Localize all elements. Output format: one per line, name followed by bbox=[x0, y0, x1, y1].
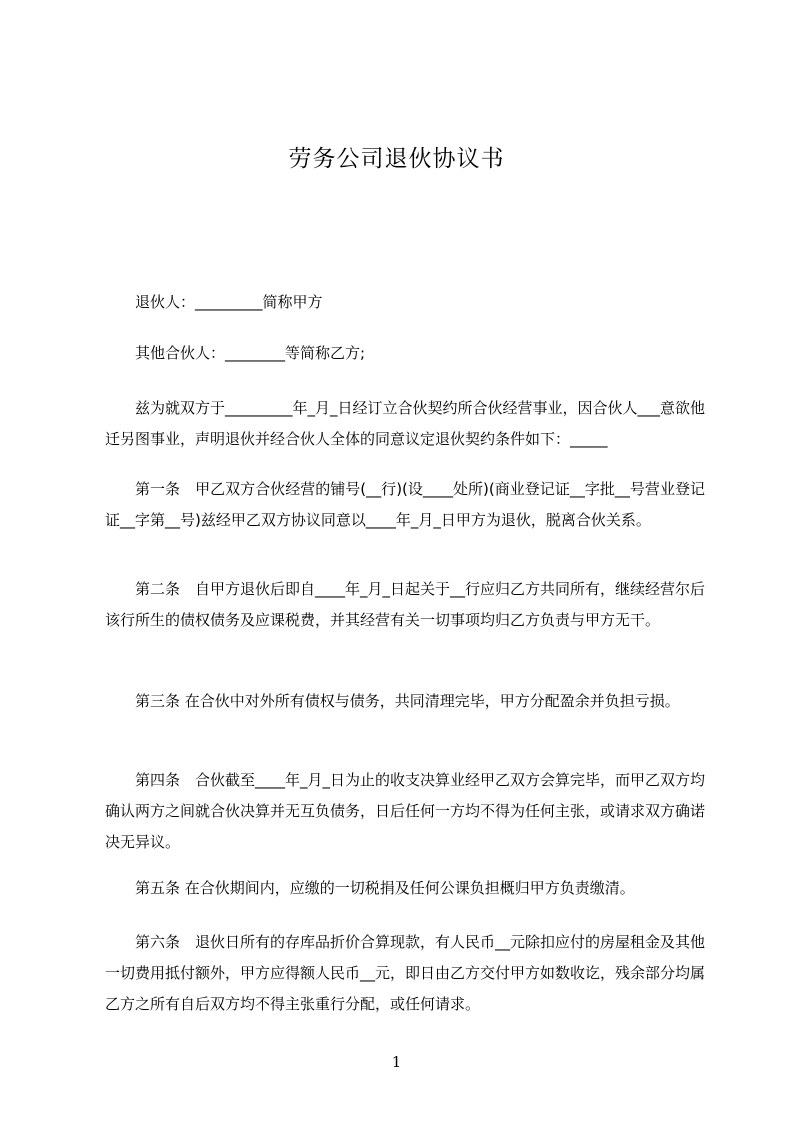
paragraph-withdrawing-partner: 退伙人：_________简称甲方 bbox=[135, 293, 323, 311]
paragraph-preamble: 兹为就双方于_________年_月_日经订立合伙契约所合伙经营事业，因合伙人___意欲他迁另图事业，声明退伙并经合伙人全体的同意议定退伙契约条件如下：_____ bbox=[105, 399, 706, 448]
paragraph-article-1: 第一条 甲乙双方合伙经营的铺号(__行)(设____处所)(商业登记证__字批__号营业登记证__字第__号)兹经甲乙双方协议同意以____年_月_日甲方为退伙，脱离合伙关系。 bbox=[105, 480, 705, 529]
paragraph-article-2: 第二条 自甲方退伙后即自____年_月_日起关于__行应归乙方共同所有，继续经营尔后该行所生的债权债务及应课税费，并其经营有关一切事项均归乙方负责与甲方无干。 bbox=[105, 580, 706, 629]
paragraph-article-5: 第五条 在合伙期间内，应缴的一切税捐及任何公课负担概归甲方负责缴清。 bbox=[135, 879, 635, 897]
paragraph-article-6: 第六条 退伙日所有的存库品折价合算现款，有人民币__元除扣应付的房屋租金及其他一切费用抵付额外，甲方应得额人民币__元，即日由乙方交付甲方如数收讫，残余部分均属乙方之所有自后双方均不得主张重行分配，或任何请求。 bbox=[105, 933, 706, 1013]
paragraph-article-3: 第三条 在合伙中对外所有债权与债务，共同清理完毕，甲方分配盈余并负担亏损。 bbox=[135, 692, 680, 710]
paragraph-other-partners: 其他合伙人：________等简称乙方; bbox=[135, 344, 366, 362]
document-title: 劳务公司退伙协议书 bbox=[288, 146, 505, 172]
paragraph-article-4: 第四条 合伙截至____年_月_日为止的收支决算业经甲乙双方会算完毕，而甲乙双方均确认两方之间就合伙决算并无互负债务，日后任何一方均不得为任何主张，或请求双方确诺决无异议。 bbox=[105, 771, 706, 851]
page-number: 1 bbox=[391, 1053, 402, 1071]
